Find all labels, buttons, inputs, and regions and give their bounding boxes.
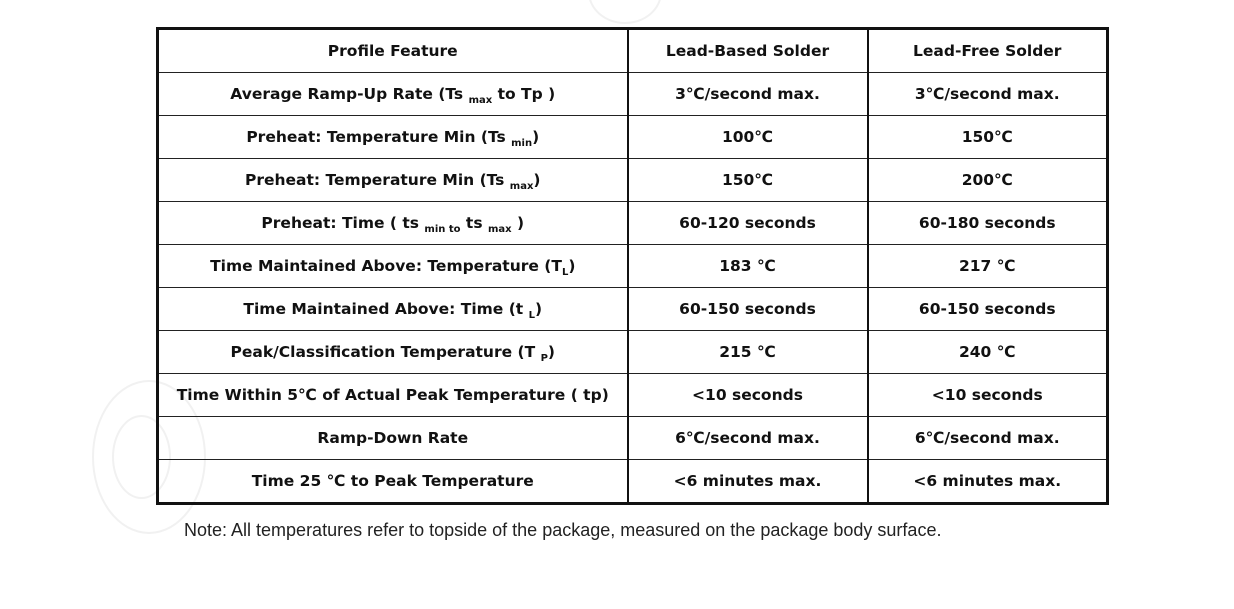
feature-text: ) [533,171,541,189]
feature-subscript: min [511,138,533,149]
cell-lead-based-value: 6℃/second max. [628,417,868,460]
table-header-row [158,29,1108,73]
cell-lead-free-value: 200℃ [868,159,1108,202]
cell-lead-free-value: <6 minutes max. [868,460,1108,504]
feature-text: ) [534,300,543,318]
cell-lead-based-value: 183 ℃ [628,245,868,288]
cell-lead-based-value: 60-120 seconds [628,202,868,245]
cell-lead-free-value: 240 ℃ [868,331,1108,374]
cell-lead-free-value: 217 ℃ [868,245,1108,288]
cell-profile-feature [158,460,628,504]
cell-profile-feature [158,331,628,374]
feature-subscript: max [509,181,534,192]
cell-lead-based-value: 3℃/second max. [628,73,868,116]
header-profile-feature: Profile Feature [158,29,628,73]
cell-lead-free-value: 60-150 seconds [868,288,1108,331]
feature-text: Time Maintained Above: Time (t [243,300,529,318]
cell-profile-feature [158,417,628,460]
feature-text: ts [460,214,488,232]
feature-text: Preheat: Time ( ts [261,214,425,232]
table-row [158,288,1108,331]
cell-profile-feature [158,202,628,245]
feature-text: Ramp-Down Rate [317,429,469,447]
table-row [158,73,1108,116]
feature-subscript: max [468,95,493,106]
feature-text: ) [547,343,556,361]
feature-text: to Tp ) [492,85,556,103]
table-row [158,417,1108,460]
table-row [158,331,1108,374]
feature-text: Time 25 ℃ to Peak Temperature [251,472,534,490]
feature-text: Peak/Classification Temperature (T [230,343,541,361]
cell-lead-based-value: <6 minutes max. [628,460,868,504]
cell-profile-feature [158,245,628,288]
feature-subscript: L [528,310,535,321]
cell-lead-based-value: 60-150 seconds [628,288,868,331]
table-row [158,460,1108,504]
cell-profile-feature [158,288,628,331]
cell-lead-free-value: 6℃/second max. [868,417,1108,460]
feature-text: Time Maintained Above: Temperature (T [210,257,562,275]
feature-text: ) [568,257,576,275]
cell-lead-based-value: 100℃ [628,116,868,159]
footnote: Note: All temperatures refer to topside of the package, measured on the package body surface. [184,520,942,540]
feature-text: Average Ramp-Up Rate (Ts [230,85,469,103]
feature-subscript: L [561,267,569,278]
table-row [158,116,1108,159]
cell-lead-free-value: <10 seconds [868,374,1108,417]
feature-subscript: max [487,224,512,235]
feature-text: Time Within 5℃ of Actual Peak Temperature ( tp) [176,386,609,404]
cell-lead-free-value: 60-180 seconds [868,202,1108,245]
cell-lead-free-value: 3℃/second max. [868,73,1108,116]
table-row [158,374,1108,417]
feature-text: ) [532,128,540,146]
cell-lead-free-value: 150℃ [868,116,1108,159]
feature-text: Preheat: Temperature Min (Ts [244,171,510,189]
table-row [158,159,1108,202]
feature-text: Preheat: Temperature Min (Ts [246,128,512,146]
cell-profile-feature [158,116,628,159]
cell-profile-feature [158,73,628,116]
cell-profile-feature [158,159,628,202]
feature-text: ) [511,214,525,232]
feature-subscript: P [540,353,548,364]
cell-lead-based-value: 150℃ [628,159,868,202]
table-row [158,202,1108,245]
header-lead-based-solder: Lead-Based Solder [628,29,868,73]
table-row [158,245,1108,288]
cell-lead-based-value: <10 seconds [628,374,868,417]
header-lead-free-solder: Lead-Free Solder [868,29,1108,73]
feature-subscript: min to [424,224,461,235]
cell-lead-based-value: 215 ℃ [628,331,868,374]
cell-profile-feature [158,374,628,417]
reflow-profile-table [156,27,1109,505]
watermark-logo-top [588,0,662,24]
